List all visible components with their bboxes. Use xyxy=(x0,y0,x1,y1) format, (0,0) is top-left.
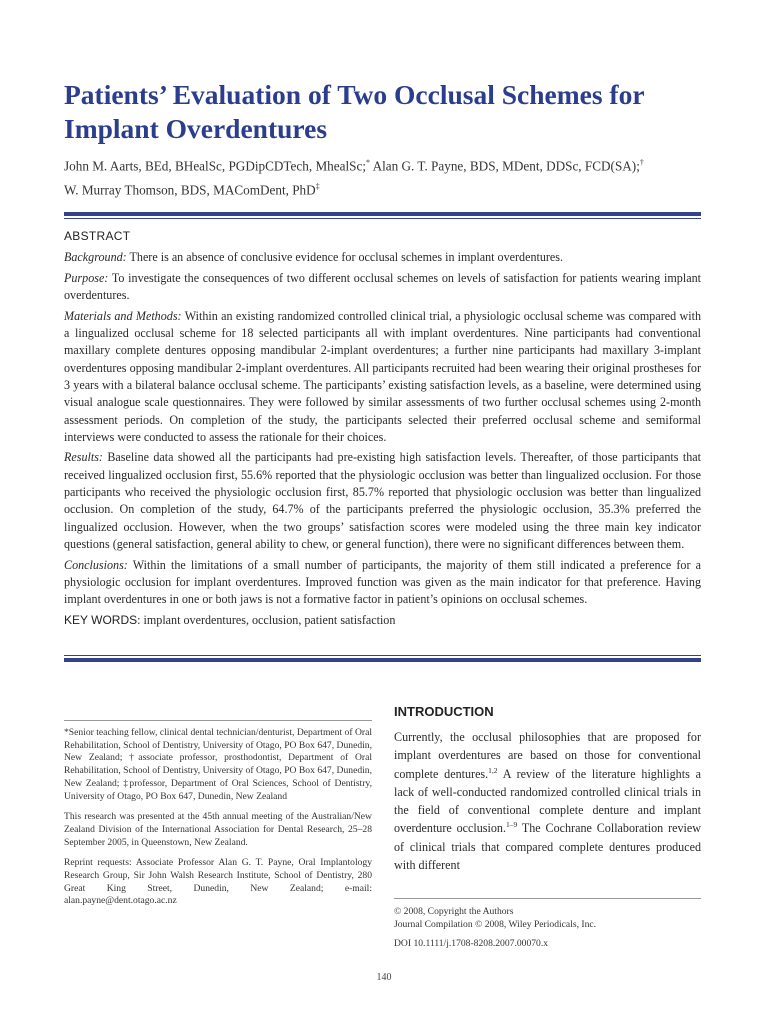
abstract-keywords xyxy=(64,612,701,629)
background-text: There is an absence of conclusive evidence for occlusal schemes in implant overdentures. xyxy=(126,250,564,265)
abstract-results xyxy=(64,449,701,553)
keywords-label: KEY WORDS xyxy=(64,612,138,627)
abstract-background xyxy=(64,249,701,266)
methods-label: Materials and Methods: xyxy=(64,308,182,323)
footnote-affiliations: *Senior teaching fellow, clinical dental technician/denturist, Department of Oral Rehabilitation, School of Dentistry, University of Otago, PO Box 647, Dunedin, New Zealand; †associate professor, prosthodontist, Department of Oral Rehabilitation, School of Dentistry, University of Otago, PO Box 647, Dunedin, New Zealand; ‡professor, Department of Oral Sciences, School of Dentistry, University of Otago, PO Box 647, Dunedin, New Zealand xyxy=(64,727,372,802)
keywords-text: : implant overdentures, occlusion, patient satisfaction xyxy=(137,612,396,627)
abstract-conclusions xyxy=(64,557,701,609)
author-list xyxy=(64,152,714,201)
article-title xyxy=(64,78,724,146)
author-payne-mark: † xyxy=(639,158,644,167)
copyright-block xyxy=(394,905,701,950)
abstract-methods xyxy=(64,308,701,446)
introduction-text xyxy=(394,728,701,874)
purpose-text: To investigate the consequences of two different occlusal schemes on levels of satisfaction for patients wearing implant overdentures. xyxy=(64,270,701,303)
intro-ref-1[interactable]: 1,2 xyxy=(488,765,498,775)
author-aarts-mark: * xyxy=(366,158,370,167)
introduction-heading: INTRODUCTION xyxy=(394,704,494,719)
doi[interactable]: DOI 10.1111/j.1708-8208.2007.00070.x xyxy=(394,937,549,949)
footnote-presented: This research was presented at the 45th annual meeting of the Australian/New Zealand Division of the International Association for Dental Research, 25–28 September 2005, in Queenstown, New Zealand. xyxy=(64,811,372,848)
purpose-label: Purpose: xyxy=(64,270,109,285)
page-number: 140 xyxy=(376,972,392,983)
abstract-purpose xyxy=(64,270,701,305)
abstract-heading: ABSTRACT xyxy=(64,229,131,243)
copyright-rule xyxy=(394,898,701,899)
footnote-reprint: Reprint requests: Associate Professor Alan G. T. Payne, Oral Implantology Research Group, Sir John Walsh Research Institute, School of Dentistry, 280 Great King Street, Dunedin, New Zealand; e-mail: alan.payne@dent.otago.ac.nz xyxy=(64,857,372,907)
conclusions-text: Within the limitations of a small number of participants, the majority of them still indicated a preference for a physiologic occlusion for implant overdentures. Improved function was given as the main indicator for that preference. Having implant overdentures in one or both jaws is not a formative factor in patient’s opinions on occlusal schemes. xyxy=(64,557,701,607)
author-aarts: John M. Aarts, BEd, BHealSc, PGDipCDTech, MhealSc; xyxy=(64,158,366,174)
author-thomson-mark: ‡ xyxy=(315,182,320,192)
background-label: Background: xyxy=(64,250,127,265)
footnotes xyxy=(64,727,372,916)
conclusions-label: Conclusions: xyxy=(64,557,128,572)
title-line-1: Patients’ Evaluation of Two Occlusal Schemes for xyxy=(64,79,645,110)
copyright-line-1: © 2008, Copyright the Authors xyxy=(394,906,514,917)
intro-text-1: Currently, the occlusal philosophies that are proposed for implant overdentures are based on those for conventional complete dentures. xyxy=(394,730,701,781)
results-text: Baseline data showed all the participants had pre-existing high satisfaction levels. Thereafter, of those participants that received lingualized occlusion first, 55.6% reported that the physiologic occlusion was better than lingualized occlusion. For those participants who received the physiologic occlusion first, 85.7% reported that physiologic occlusion was better than lingualized occlusion. On completion of the study, 64.7% of the participants preferred the physiologic occlusion, 35.3% preferred the lingualized occlusion. However, when the two groups’ satisfaction scores were modeled using the three main key indicator questions (general satisfaction, general ability to chew, or general function), there were no significant differences between them. xyxy=(64,450,701,551)
author-thomson: W. Murray Thomson, BDS, MAComDent, PhD xyxy=(64,182,316,198)
methods-text: Within an existing randomized controlled clinical trial, a physiologic occlusal scheme was compared with a lingualized occlusal scheme for 18 selected participants all with implant overdentures. Nine participants had conventional maxillary complete dentures opposing mandibular 2-implant overdentures; a further nine participants had maxillary 3-implant overdentures opposing mandibular 2-implant overdentures. All participants recruited had been wearing their original prostheses for 3 years with a bilateral balance occlusal scheme. The participants’ existing satisfaction levels, as a baseline, were determined using visual analogue scale questionnaires. They were followed by similar assessments of two further occlusal schemes using 2-month assessment periods. On completion of the study, the participants selected their preferred occlusal scheme and semiformal interviews were conducted to assess the rationale for their choices. xyxy=(64,308,701,444)
intro-text-2: A review of the literature highlights a lack of well-conducted randomized controlled clinical trials in the field of conventional complete denture and implant overdenture occlusion. xyxy=(394,766,701,836)
abstract-top-rule xyxy=(64,212,701,219)
footnote-rule xyxy=(64,720,372,721)
title-line-2: Implant Overdentures xyxy=(64,113,328,144)
results-label: Results: xyxy=(64,450,103,465)
copyright-line-2: Journal Compilation © 2008, Wiley Periodicals, Inc. xyxy=(394,919,597,931)
intro-ref-2[interactable]: 1–9 xyxy=(505,820,518,830)
author-payne: Alan G. T. Payne, BDS, MDent, DDSc, FCD(SA); xyxy=(370,158,640,174)
abstract xyxy=(64,228,701,632)
intro-text-3: The Cochrane Collaboration review of clinical trials that compared complete dentures produced with different xyxy=(394,821,701,873)
abstract-bottom-rule xyxy=(64,655,701,662)
